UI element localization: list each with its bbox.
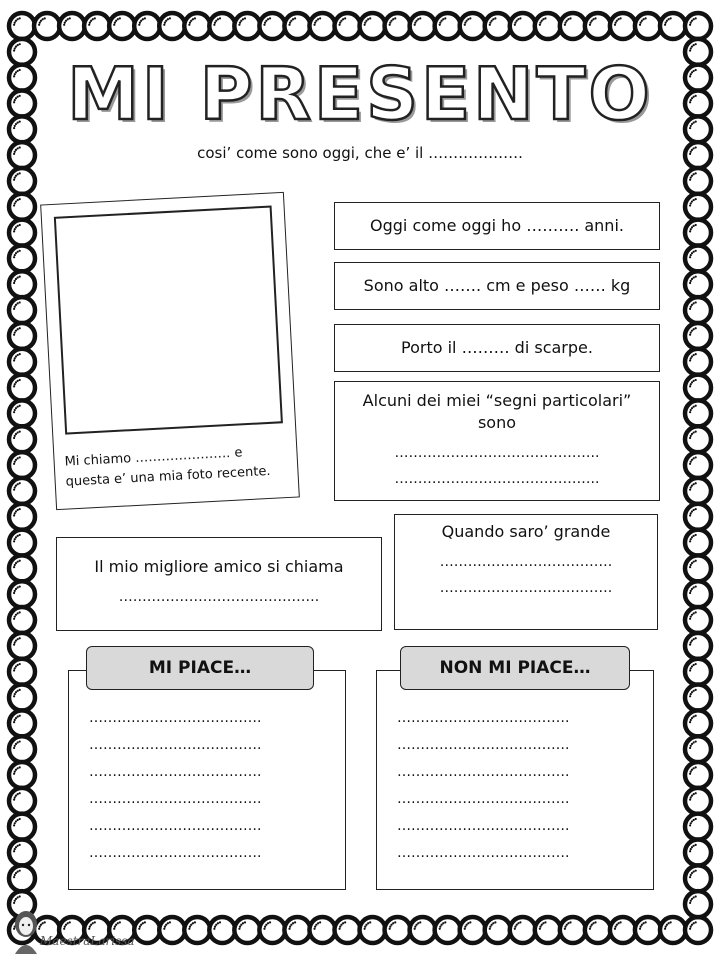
author-logo-text: MaestraLarissa [40, 934, 135, 948]
border-circle [309, 13, 335, 39]
border-circle [685, 375, 711, 401]
border-circle [685, 710, 711, 736]
border-circle [685, 685, 711, 711]
border-circle [134, 13, 160, 39]
best-friend-line: ……………………………………. [118, 589, 320, 605]
border-circle [309, 917, 335, 943]
border-circle [685, 840, 711, 866]
border-circle [59, 13, 85, 39]
best-friend-label: Il mio migliore amico si chiama [94, 557, 344, 576]
border-circle [585, 917, 611, 943]
border-circle [685, 581, 711, 607]
border-circle [660, 13, 686, 39]
border-circle [9, 607, 35, 633]
page-title: MI PRESENTO [67, 52, 653, 136]
border-circle [685, 555, 711, 581]
dislikes-line: ………………………………. [397, 764, 570, 780]
author-logo [6, 902, 146, 956]
border-circle [334, 917, 360, 943]
border-circle [9, 685, 35, 711]
border-circle [685, 762, 711, 788]
likes-header: MI PIACE… [86, 646, 314, 690]
height-weight-field[interactable] [334, 262, 660, 310]
border-circle [334, 13, 360, 39]
border-circle [685, 865, 711, 891]
future-job-field[interactable] [394, 514, 658, 630]
border-circle [9, 194, 35, 220]
distinctive-marks-line-1: …………………………………….. [394, 445, 600, 461]
distinctive-marks-label-2: sono [477, 413, 517, 432]
border-circle [660, 917, 686, 943]
dislikes-line: ………………………………. [397, 710, 570, 726]
border-circle [9, 581, 35, 607]
border-circle [209, 917, 235, 943]
border-circle [9, 555, 35, 581]
border-circle [635, 13, 661, 39]
likes-line: ………………………………. [89, 845, 262, 861]
photo-caption [64, 441, 290, 493]
border-circle [9, 168, 35, 194]
border-circle [460, 13, 486, 39]
border-circle [9, 271, 35, 297]
border-circle [485, 13, 511, 39]
border-circle [460, 917, 486, 943]
border-circle [34, 13, 60, 39]
border-circle [410, 917, 436, 943]
dislikes-line: ………………………………. [397, 818, 570, 834]
border-circle [284, 917, 310, 943]
border-circle [510, 13, 536, 39]
border-circle [259, 917, 285, 943]
border-circle [9, 452, 35, 478]
distinctive-marks-line-2: …………………………………….. [394, 471, 600, 487]
border-circle [485, 917, 511, 943]
border-circle [435, 917, 461, 943]
border-circle [9, 220, 35, 246]
distinctive-marks-field[interactable] [334, 381, 660, 501]
border-circle [685, 788, 711, 814]
border-circle [685, 168, 711, 194]
future-job-label: Quando saro’ grande [441, 522, 611, 541]
border-circle [9, 245, 35, 271]
dislikes-line: ………………………………. [397, 845, 570, 861]
border-circle [435, 13, 461, 39]
border-circle [685, 194, 711, 220]
border-circle [109, 13, 135, 39]
border-circle [685, 271, 711, 297]
border-circle [685, 814, 711, 840]
border-circle [9, 478, 35, 504]
border-circle [259, 13, 285, 39]
border-circle [560, 13, 586, 39]
border-circle [685, 659, 711, 685]
border-circle [685, 13, 711, 39]
border-circle [9, 762, 35, 788]
border-circle [9, 349, 35, 375]
likes-box[interactable] [68, 670, 346, 890]
border-circle [9, 788, 35, 814]
border-circle [159, 917, 185, 943]
border-circle [9, 840, 35, 866]
border-circle [209, 13, 235, 39]
border-circle [685, 891, 711, 917]
photo-frame [40, 192, 300, 510]
border-circle [9, 504, 35, 530]
likes-line: ………………………………. [89, 818, 262, 834]
shoe-size-field[interactable] [334, 324, 660, 372]
border-circle [234, 917, 260, 943]
likes-line: ………………………………. [89, 737, 262, 753]
border-circle [685, 504, 711, 530]
border-circle [9, 530, 35, 556]
dislikes-line: ………………………………. [397, 791, 570, 807]
age-text: Oggi come oggi ho ………. anni. [370, 216, 624, 235]
future-job-line-2: ………………………………. [439, 580, 613, 596]
photo-caption-line-1: Mi chiamo …………………. e [64, 445, 243, 470]
border-circle [184, 917, 210, 943]
border-circle [685, 245, 711, 271]
border-circle [9, 323, 35, 349]
border-circle [610, 917, 636, 943]
border-circle [685, 633, 711, 659]
distinctive-marks-label-1: Alcuni dei miei “segni particolari” [362, 391, 632, 410]
border-circle [560, 917, 586, 943]
border-circle [610, 13, 636, 39]
border-circle [9, 297, 35, 323]
border-circle [9, 736, 35, 762]
height-weight-text: Sono alto ……. cm e peso …… kg [363, 276, 631, 295]
border-circle [685, 349, 711, 375]
border-circle [410, 13, 436, 39]
border-circle [385, 13, 411, 39]
border-circle [284, 13, 310, 39]
photo-placeholder [54, 205, 283, 434]
border-circle [685, 297, 711, 323]
dislikes-line: ………………………………. [397, 737, 570, 753]
border-circle [685, 220, 711, 246]
border-circle [159, 13, 185, 39]
border-circle [9, 426, 35, 452]
border-circle [234, 13, 260, 39]
border-circle [9, 375, 35, 401]
border-circle [685, 452, 711, 478]
border-circle [360, 13, 386, 39]
border-circle [685, 607, 711, 633]
border-circle [9, 400, 35, 426]
border-circle [685, 917, 711, 943]
border-circle [9, 865, 35, 891]
border-circle [9, 633, 35, 659]
dislikes-box[interactable] [376, 670, 654, 890]
likes-line: ………………………………. [89, 710, 262, 726]
dislikes-header: NON MI PIACE… [400, 646, 630, 690]
border-circle [585, 13, 611, 39]
border-circle [685, 323, 711, 349]
future-job-line-1: ………………………………. [439, 554, 613, 570]
border-circle [635, 917, 661, 943]
likes-line: ………………………………. [89, 791, 262, 807]
border-circle [184, 13, 210, 39]
border-circle [535, 13, 561, 39]
likes-line: ………………………………. [89, 764, 262, 780]
border-circle [685, 400, 711, 426]
border-circle [9, 814, 35, 840]
border-circle [9, 710, 35, 736]
shoe-size-text: Porto il ……… di scarpe. [401, 338, 593, 357]
age-field[interactable] [334, 202, 660, 250]
border-circle [685, 478, 711, 504]
border-circle [685, 426, 711, 452]
border-circle [360, 917, 386, 943]
border-circle [685, 736, 711, 762]
border-circle [84, 13, 110, 39]
photo-caption-line-2: questa e’ una mia foto recente. [65, 463, 271, 490]
border-circle [385, 917, 411, 943]
border-circle [9, 659, 35, 685]
border-circle [510, 917, 536, 943]
border-circle [535, 917, 561, 943]
page-subtitle: cosi’ come sono oggi, che e’ il ………………. [197, 144, 523, 162]
border-circle [9, 13, 35, 39]
border-circle [685, 530, 711, 556]
best-friend-field[interactable] [56, 537, 382, 631]
